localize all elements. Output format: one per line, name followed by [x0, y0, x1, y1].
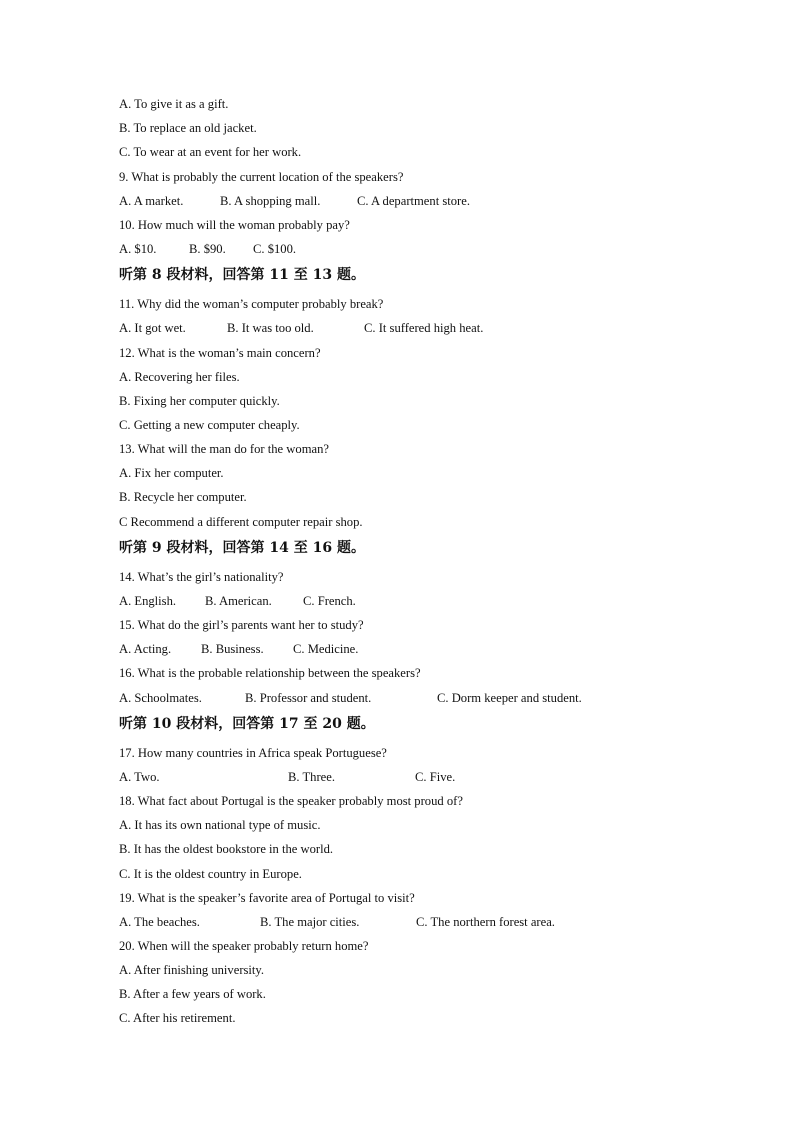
q12-option-a: A. Recovering her files. — [119, 370, 240, 384]
section-heading-9: 听第 9 段材料，回答第 14 至 16 题。 — [119, 540, 365, 556]
q16-option-a: A. Schoolmates. — [119, 691, 202, 705]
q8-option-a: A. To give it as a gift. — [119, 97, 229, 111]
section-heading-10: 听第 10 段材料，回答第 17 至 20 题。 — [119, 716, 375, 732]
q20-option-b: B. After a few years of work. — [119, 987, 266, 1001]
q11-option-b: B. It was too old. — [227, 321, 314, 335]
q8-option-c: C. To wear at an event for her work. — [119, 145, 302, 159]
q9-option-c: C. A department store. — [357, 194, 470, 208]
q15-option-a: A. Acting. — [119, 642, 172, 656]
q14-option-b: B. American. — [205, 594, 272, 608]
q18-option-b: B. It has the oldest bookstore in the world. — [119, 842, 334, 856]
q9-option-a: A. A market. — [119, 194, 184, 208]
q17-option-b: B. Three. — [288, 770, 335, 784]
q16-option-c: C. Dorm keeper and student. — [437, 691, 582, 705]
q14-option-a: A. English. — [119, 594, 177, 608]
q18-question: 18. What fact about Portugal is the speaker probably most proud of? — [119, 794, 463, 808]
q17-question: 17. How many countries in Africa speak Portuguese? — [119, 746, 387, 760]
q19-question: 19. What is the speaker’s favorite area of Portugal to visit? — [119, 891, 415, 905]
q9-option-b: B. A shopping mall. — [220, 194, 321, 208]
section-heading-8: 听第 8 段材料，回答第 11 至 13 题。 — [119, 267, 365, 283]
q10-question: 10. How much will the woman probably pay? — [119, 218, 350, 232]
q9-question: 9. What is probably the current location of the speakers? — [119, 170, 404, 184]
q16-option-b: B. Professor and student. — [245, 691, 372, 705]
q11-option-a: A. It got wet. — [119, 321, 186, 335]
q17-option-a: A. Two. — [119, 770, 160, 784]
q15-question: 15. What do the girl’s parents want her to study? — [119, 618, 364, 632]
q15-option-b: B. Business. — [201, 642, 264, 656]
q18-option-a: A. It has its own national type of music. — [119, 818, 321, 832]
q20-option-c: C. After his retirement. — [119, 1011, 236, 1025]
q19-option-b: B. The major cities. — [260, 915, 360, 929]
q12-option-b: B. Fixing her computer quickly. — [119, 394, 280, 408]
q14-question: 14. What’s the girl’s nationality? — [119, 570, 284, 584]
q12-question: 12. What is the woman’s main concern? — [119, 346, 321, 360]
q20-question: 20. When will the speaker probably return home? — [119, 939, 369, 953]
q19-option-c: C. The northern forest area. — [416, 915, 555, 929]
q15-option-c: C. Medicine. — [293, 642, 359, 656]
q13-question: 13. What will the man do for the woman? — [119, 442, 329, 456]
q17-option-c: C. Five. — [415, 770, 456, 784]
q13-option-b: B. Recycle her computer. — [119, 490, 247, 504]
q10-option-c: C. $100. — [253, 242, 297, 256]
q12-option-c: C. Getting a new computer cheaply. — [119, 418, 300, 432]
q11-option-c: C. It suffered high heat. — [364, 321, 484, 335]
q8-option-b: B. To replace an old jacket. — [119, 121, 257, 135]
q18-option-c: C. It is the oldest country in Europe. — [119, 867, 302, 881]
q19-option-a: A. The beaches. — [119, 915, 200, 929]
q14-option-c: C. French. — [303, 594, 356, 608]
q10-option-b: B. $90. — [189, 242, 226, 256]
q13-option-c: C Recommend a different computer repair shop. — [119, 515, 363, 529]
q16-question: 16. What is the probable relationship between the speakers? — [119, 666, 421, 680]
q20-option-a: A. After finishing university. — [119, 963, 265, 977]
q13-option-a: A. Fix her computer. — [119, 466, 224, 480]
q10-option-a: A. $10. — [119, 242, 157, 256]
q11-question: 11. Why did the woman’s computer probably break? — [119, 297, 384, 311]
